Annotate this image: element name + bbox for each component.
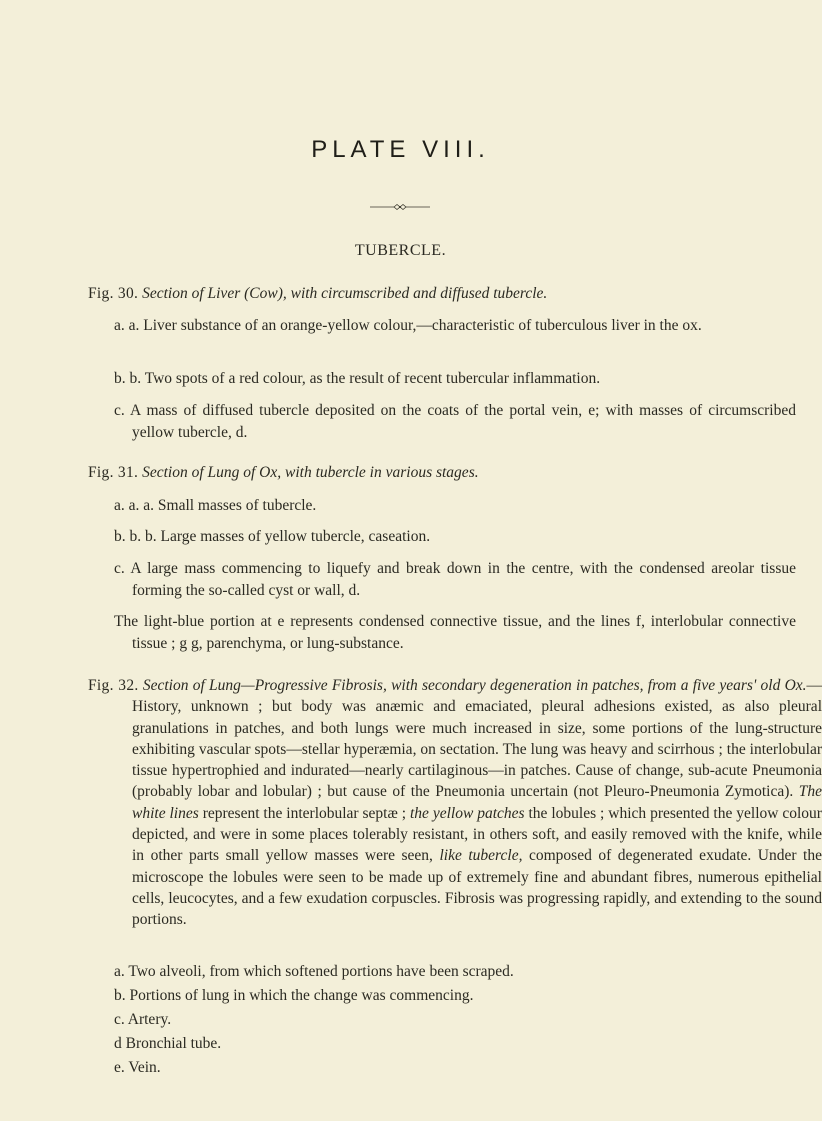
fig-32-caption: Section of Lung—Progressive Fibrosis, with secondary degeneration in patches, from a five years' old Ox. xyxy=(142,677,807,694)
fig-32-item-a: a. Two alveoli, from which softened portions have been scraped. xyxy=(114,963,514,980)
fig-31-heading xyxy=(88,464,788,482)
ornament-divider xyxy=(370,203,430,211)
fig-30-caption: Section of Liver (Cow), with circumscribed and diffused tubercle. xyxy=(142,285,548,302)
fig-32-text-3: the lobules ; which presented the yellow colour depicted, and were in some places tolerably resistant, in others soft, and easily removed with the knife, while in other parts small yellow masses were seen, xyxy=(132,804,822,865)
fig-32-item-c: c. Artery. xyxy=(114,1011,172,1028)
fig-31-caption: Section of Lung of Ox, with tubercle in various stages. xyxy=(142,464,479,481)
fig-31-note: The light-blue portion at e represents condensed connective tissue, and the lines f, interlobular connective tissue ; g g, parenchyma, or lung-substance. xyxy=(114,613,796,652)
fig-32-em-1: The white lines xyxy=(132,783,822,822)
fig-32-text-1: —History, unknown ; but body was anæmic and emaciated, pleural adhesions existed, as also pleural granulations in patches, and both lungs were much increased in size, some portions of the lung-structure exhibiting vascular spots—stellar hyperæmia, on sectation. The lung was heavy and scirrhous ; the interlobular tissue hypertrophied and indurated—nearly cartilaginous—in patches. Cause of change, sub-acute Pneumonia (probably lobar and lobular) ; but cause of the Pneumonia uncertain (not Pleuro-Pneumonia Zymotica). xyxy=(132,677,822,801)
fig-30-item-c: c. A mass of diffused tubercle deposited on the coats of the portal vein, e; with masses of circumscribed yellow tubercle, d. xyxy=(114,402,796,441)
fig-32-em-3: like tubercle, xyxy=(439,847,523,865)
fig-31-item-c: c. A large mass commencing to liquefy and break down in the centre, with the condensed areolar tissue forming the so-called cyst or wall, d. xyxy=(114,560,796,599)
fig-32-text-2: represent the interlobular septæ ; xyxy=(198,804,410,822)
fig-31-number: Fig. 31. xyxy=(88,464,139,481)
fig-32-item-b: b. Portions of lung in which the change was commencing. xyxy=(114,987,474,1004)
fig-31-item-b: b. b. b. Large masses of yellow tubercle, caseation. xyxy=(114,528,431,545)
fig-32-text-4: composed of degenerated exudate. Under the microscope the lobules were seen to be made up of extremely fine and abundant fibres, numerous epithelial cells, leucocytes, and a few exudation corpuscles. Fibrosis was progressing rapidly, and extending to the sound portions. xyxy=(132,847,822,929)
fig-32-item-d: d Bronchial tube. xyxy=(114,1035,222,1052)
fig-30-item-a: a. a. Liver substance of an orange-yellow colour,—characteristic of tuberculous liver in the ox. xyxy=(114,317,702,334)
fig-30-item-b: b. b. Two spots of a red colour, as the result of recent tubercular inflammation. xyxy=(114,370,601,387)
fig-32-number: Fig. 32. xyxy=(88,677,139,694)
fig-31-item-a: a. a. a. Small masses of tubercle. xyxy=(114,497,317,514)
fig-30-heading xyxy=(88,285,788,303)
fig-32-item-e: e. Vein. xyxy=(114,1059,161,1076)
section-title: TUBERCLE. xyxy=(354,242,447,259)
plate-title: PLATE VIII. xyxy=(311,136,490,163)
fig-30-number: Fig. 30. xyxy=(88,285,139,302)
fig-32-em-2: the yellow patches xyxy=(409,804,525,822)
fig-32-paragraph xyxy=(88,675,822,931)
